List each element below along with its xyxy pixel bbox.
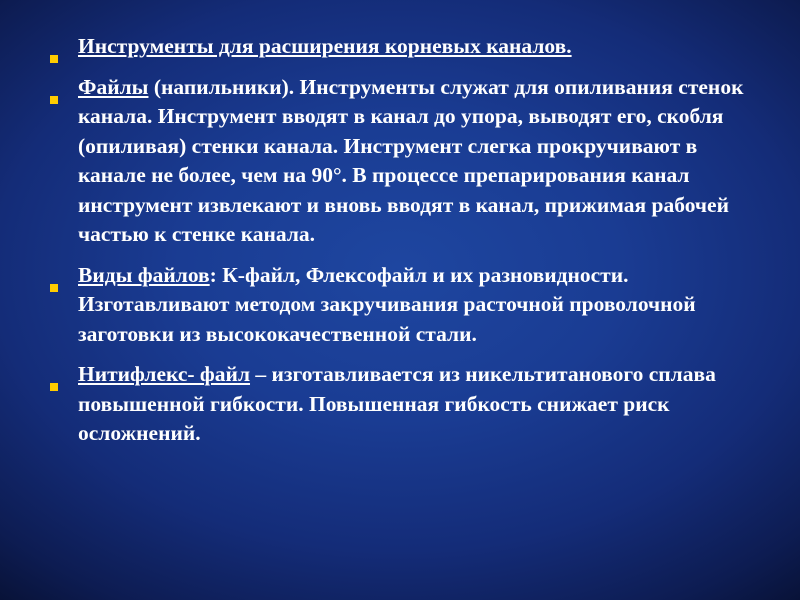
bullet-item-title — [46, 32, 766, 62]
bullet-files-term: Файлы — [78, 74, 149, 99]
square-bullet-icon — [50, 83, 58, 91]
square-bullet-icon — [50, 370, 58, 378]
bullet-nitiflex-text: – изготавливается из никельтитанового сплава повышенной гибкости. Повышенная гибкость снижает риск осложнений. — [78, 362, 716, 445]
bullet-item-file-types — [46, 261, 766, 350]
bullet-file-types-text: : К-файл, Флексофайл и их разновидности. Изготавливают методом закручивания расточной проволочной заготовки из высококачественной стали. — [78, 262, 696, 346]
bullet-list — [46, 32, 766, 460]
bullet-file-types-term: Виды файлов — [78, 262, 210, 287]
square-bullet-icon — [50, 271, 58, 279]
bullet-item-nitiflex — [46, 360, 766, 449]
square-bullet-icon — [50, 42, 58, 50]
bullet-title-text: Инструменты для расширения корневых каналов. — [78, 34, 572, 58]
bullet-item-files — [46, 73, 766, 250]
bullet-files-text: (напильники). Инструменты служат для опиливания стенок канала. Инструмент вводят в канал до упора, выводят его, скобля (опиливая) стенки канала. Инструмент слегка прокручивают в канале не более, чем на 90°. В процессе препарирования канал инструмент извлекают и вновь вводят в канал, прижимая рабочей частью к стенке канала. — [78, 74, 744, 246]
bullet-nitiflex-term: Нитифлекс- файл — [78, 362, 251, 386]
